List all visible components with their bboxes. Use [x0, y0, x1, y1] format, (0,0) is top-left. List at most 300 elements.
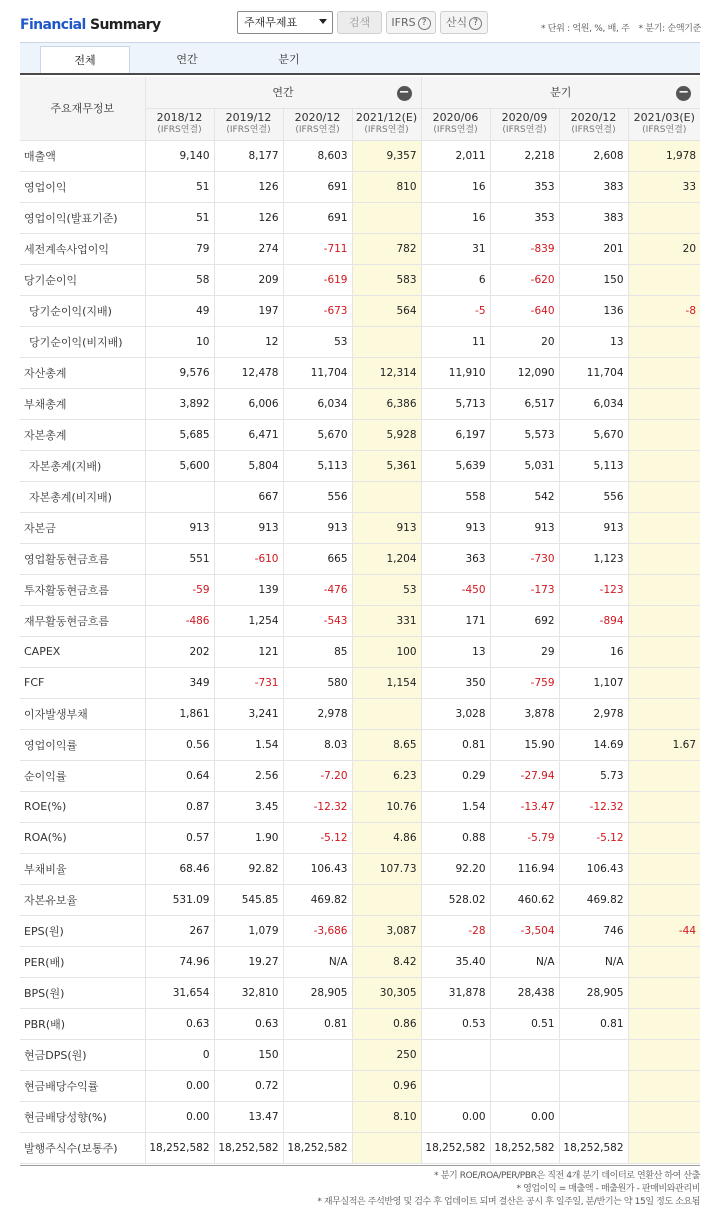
row-label: ROE(%) — [20, 791, 145, 822]
row-label: 세전계속사업이익 — [20, 233, 145, 264]
table-cell — [628, 667, 700, 698]
table-cell — [490, 1039, 559, 1070]
table-cell: 107.73 — [352, 853, 421, 884]
table-cell: 3,028 — [421, 698, 490, 729]
title-financial: Financial — [20, 17, 86, 33]
table-body — [20, 140, 700, 1163]
table-cell: 14.69 — [559, 729, 628, 760]
table-cell: 5,928 — [352, 419, 421, 450]
row-label: 당기순이익(지배) — [20, 295, 145, 326]
table-cell — [352, 481, 421, 512]
table-cell: 2,978 — [559, 698, 628, 729]
table-cell: 9,576 — [145, 357, 214, 388]
table-cell: -13.47 — [490, 791, 559, 822]
table-cell: 16 — [559, 636, 628, 667]
table-cell: 19.27 — [214, 946, 283, 977]
table-cell: 58 — [145, 264, 214, 295]
table-cell: 1.90 — [214, 822, 283, 853]
table-cell: 580 — [283, 667, 352, 698]
table-cell — [628, 1132, 700, 1163]
table-cell — [628, 853, 700, 884]
table-cell: 542 — [490, 481, 559, 512]
table-cell — [628, 698, 700, 729]
table-row — [20, 1070, 700, 1101]
table-cell: 667 — [214, 481, 283, 512]
column-period: 2020/09 — [501, 111, 548, 124]
table-cell: -476 — [283, 574, 352, 605]
table-cell — [628, 1101, 700, 1132]
table-cell: -5.79 — [490, 822, 559, 853]
table-cell: 6,034 — [283, 388, 352, 419]
table-cell: -759 — [490, 667, 559, 698]
table-cell: 10 — [145, 326, 214, 357]
table-row — [20, 667, 700, 698]
table-row — [20, 636, 700, 667]
table-cell — [421, 1070, 490, 1101]
table-cell: 3,241 — [214, 698, 283, 729]
column-basis: (IFRS연결) — [157, 125, 202, 135]
table-cell: 913 — [283, 512, 352, 543]
table-cell: 18,252,582 — [490, 1132, 559, 1163]
table-cell — [628, 605, 700, 636]
table-cell — [352, 698, 421, 729]
table-cell: 33 — [628, 171, 700, 202]
table-cell: -610 — [214, 543, 283, 574]
column-basis: (IFRS연결) — [364, 125, 409, 135]
table-cell: N/A — [490, 946, 559, 977]
table-cell — [628, 1008, 700, 1039]
table-cell: 1,079 — [214, 915, 283, 946]
table-cell: 8,603 — [283, 140, 352, 171]
table-cell: -894 — [559, 605, 628, 636]
table-cell: 11,910 — [421, 357, 490, 388]
row-label: 당기순이익 — [20, 264, 145, 295]
table-cell: 0.88 — [421, 822, 490, 853]
row-label: 매출액 — [20, 140, 145, 171]
chevron-down-icon — [319, 19, 327, 24]
table-cell: -450 — [421, 574, 490, 605]
table-cell: -711 — [283, 233, 352, 264]
table-cell: -640 — [490, 295, 559, 326]
column-header — [628, 108, 700, 140]
table-cell: 556 — [559, 481, 628, 512]
table-cell: 9,140 — [145, 140, 214, 171]
table-cell: -619 — [283, 264, 352, 295]
table-row — [20, 512, 700, 543]
table-cell: 0.29 — [421, 760, 490, 791]
column-period: 2019/12 — [225, 111, 272, 124]
column-header — [283, 108, 352, 140]
table-row — [20, 574, 700, 605]
table-cell: 31,654 — [145, 977, 214, 1008]
table-cell: 2,011 — [421, 140, 490, 171]
table-cell: 18,252,582 — [283, 1132, 352, 1163]
page-title — [20, 17, 160, 33]
table-cell: 150 — [559, 264, 628, 295]
row-label: 영업이익률 — [20, 729, 145, 760]
table-cell: 1,154 — [352, 667, 421, 698]
table-row — [20, 698, 700, 729]
tab-divider — [20, 73, 700, 75]
table-cell — [628, 946, 700, 977]
table-cell: 0.51 — [490, 1008, 559, 1039]
collapse-quarter-icon[interactable]: − — [676, 86, 691, 101]
tab-quarter[interactable]: 분기 — [278, 53, 300, 66]
table-cell: 116.94 — [490, 853, 559, 884]
table-cell — [628, 450, 700, 481]
table-cell — [628, 543, 700, 574]
table-cell: 558 — [421, 481, 490, 512]
table-cell: 5,639 — [421, 450, 490, 481]
row-label: BPS(원) — [20, 977, 145, 1008]
column-period: 2020/06 — [432, 111, 479, 124]
table-cell: -27.94 — [490, 760, 559, 791]
table-cell: 18,252,582 — [214, 1132, 283, 1163]
row-label: CAPEX — [20, 636, 145, 667]
table-cell: -44 — [628, 915, 700, 946]
table-row — [20, 729, 700, 760]
row-label: 부채비율 — [20, 853, 145, 884]
formula-label: 산식 — [445, 16, 468, 29]
table-cell: 28,438 — [490, 977, 559, 1008]
table-cell: 2,978 — [283, 698, 352, 729]
table-cell — [628, 419, 700, 450]
table-cell — [490, 1070, 559, 1101]
table-cell: 350 — [421, 667, 490, 698]
table-row — [20, 264, 700, 295]
table-cell: 12,314 — [352, 357, 421, 388]
column-basis: (IFRS연결) — [226, 125, 271, 135]
row-label: 영업활동현금흐름 — [20, 543, 145, 574]
page-header — [0, 0, 713, 42]
table-cell: 106.43 — [559, 853, 628, 884]
row-label: 자본총계 — [20, 419, 145, 450]
table-cell: -3,504 — [490, 915, 559, 946]
column-header — [214, 108, 283, 140]
table-cell: 0.64 — [145, 760, 214, 791]
table-cell: 136 — [559, 295, 628, 326]
table-cell — [559, 1039, 628, 1070]
table-cell: 85 — [283, 636, 352, 667]
table-cell: 28,905 — [559, 977, 628, 1008]
table-cell: 1.54 — [421, 791, 490, 822]
table-cell: 13 — [559, 326, 628, 357]
table-row — [20, 326, 700, 357]
table-cell: 5,685 — [145, 419, 214, 450]
table-cell: 29 — [490, 636, 559, 667]
group-annual-header — [145, 77, 421, 108]
table-cell: 6 — [421, 264, 490, 295]
row-label: 영업이익 — [20, 171, 145, 202]
table-cell: 18,252,582 — [145, 1132, 214, 1163]
table-cell: 0.87 — [145, 791, 214, 822]
column-header — [490, 108, 559, 140]
table-row — [20, 791, 700, 822]
table-cell — [628, 264, 700, 295]
table-row — [20, 946, 700, 977]
table-cell: 5,713 — [421, 388, 490, 419]
table-cell — [283, 1101, 352, 1132]
column-basis: (IFRS연결) — [433, 125, 478, 135]
table-cell: 0.00 — [421, 1101, 490, 1132]
column-period: 2021/03(E) — [633, 111, 695, 124]
table-bottom-border — [20, 1165, 700, 1166]
title-summary: Summary — [85, 17, 161, 33]
table-cell: 11,704 — [283, 357, 352, 388]
table-cell: 201 — [559, 233, 628, 264]
table-cell — [628, 760, 700, 791]
table-cell: 1,204 — [352, 543, 421, 574]
table-cell: 4.86 — [352, 822, 421, 853]
table-row — [20, 543, 700, 574]
table-cell: 12,478 — [214, 357, 283, 388]
row-label: FCF — [20, 667, 145, 698]
table-cell: -59 — [145, 574, 214, 605]
table-cell: -5.12 — [283, 822, 352, 853]
table-cell: 0.57 — [145, 822, 214, 853]
table-cell — [559, 1070, 628, 1101]
table-cell: 106.43 — [283, 853, 352, 884]
table-cell: 12,090 — [490, 357, 559, 388]
formula-help-button[interactable] — [440, 11, 488, 34]
table-cell: 5,031 — [490, 450, 559, 481]
table-cell: 0 — [145, 1039, 214, 1070]
row-label: ROA(%) — [20, 822, 145, 853]
group-quarter-label: 분기 — [550, 86, 572, 100]
table-row — [20, 202, 700, 233]
table-cell: 18,252,582 — [421, 1132, 490, 1163]
period-tabs — [20, 42, 700, 73]
column-header — [145, 108, 214, 140]
table-cell: 810 — [352, 171, 421, 202]
table-cell: 363 — [421, 543, 490, 574]
table-cell: 31,878 — [421, 977, 490, 1008]
group-quarter-header — [421, 77, 700, 108]
table-cell: 16 — [421, 171, 490, 202]
table-row — [20, 1008, 700, 1039]
group-annual-label: 연간 — [272, 86, 294, 100]
tab-annual[interactable]: 연간 — [176, 53, 198, 66]
table-cell: 5,670 — [283, 419, 352, 450]
table-cell: 8.65 — [352, 729, 421, 760]
table-row — [20, 853, 700, 884]
table-cell: 5,804 — [214, 450, 283, 481]
table-cell: 0.81 — [421, 729, 490, 760]
table-row — [20, 1132, 700, 1163]
row-label: 자본유보율 — [20, 884, 145, 915]
table-cell: 6.23 — [352, 760, 421, 791]
table-cell: 3.45 — [214, 791, 283, 822]
table-cell: -543 — [283, 605, 352, 636]
table-cell: 11,704 — [559, 357, 628, 388]
table-cell: 0.72 — [214, 1070, 283, 1101]
table-cell: 8,177 — [214, 140, 283, 171]
table-cell: 1,123 — [559, 543, 628, 574]
table-cell: 0.63 — [214, 1008, 283, 1039]
table-cell: 8.03 — [283, 729, 352, 760]
collapse-annual-icon[interactable]: − — [397, 86, 412, 101]
table-row — [20, 605, 700, 636]
row-label: 발행주식수(보통주) — [20, 1132, 145, 1163]
help-icon: ? — [469, 17, 482, 30]
table-cell: 51 — [145, 202, 214, 233]
row-header: 주요재무정보 — [20, 77, 145, 140]
table-row — [20, 1039, 700, 1070]
table-cell: 2,218 — [490, 140, 559, 171]
table-cell: 8.10 — [352, 1101, 421, 1132]
table-cell — [352, 1132, 421, 1163]
table-cell: 0.63 — [145, 1008, 214, 1039]
table-cell: 0.00 — [490, 1101, 559, 1132]
table-cell: 6,034 — [559, 388, 628, 419]
row-label: EPS(원) — [20, 915, 145, 946]
row-label: 이자발생부채 — [20, 698, 145, 729]
row-label: PBR(배) — [20, 1008, 145, 1039]
tab-all[interactable]: 전체 — [40, 46, 130, 73]
column-basis: (IFRS연결) — [295, 125, 340, 135]
table-cell: 30,305 — [352, 977, 421, 1008]
table-cell: 16 — [421, 202, 490, 233]
table-cell — [628, 326, 700, 357]
table-cell: 53 — [352, 574, 421, 605]
table-cell: 331 — [352, 605, 421, 636]
table-cell: 92.82 — [214, 853, 283, 884]
row-label: 자본총계(비지배) — [20, 481, 145, 512]
unit-note: * 단위 : 억원, %, 배, 주 — [540, 24, 630, 34]
row-label: PER(배) — [20, 946, 145, 977]
table-cell: 121 — [214, 636, 283, 667]
table-cell: 18,252,582 — [559, 1132, 628, 1163]
table-cell: 2.56 — [214, 760, 283, 791]
footnotes — [317, 1170, 700, 1209]
table-cell — [628, 388, 700, 419]
table-cell — [628, 1039, 700, 1070]
table-cell: 353 — [490, 171, 559, 202]
ifrs-help-button[interactable] — [386, 11, 436, 34]
column-period: 2021/12(E) — [355, 111, 418, 124]
table-cell: 150 — [214, 1039, 283, 1070]
table-cell: 349 — [145, 667, 214, 698]
table-cell: 68.46 — [145, 853, 214, 884]
table-cell: 913 — [145, 512, 214, 543]
table-cell: 0.81 — [559, 1008, 628, 1039]
column-basis: (IFRS연결) — [642, 125, 687, 135]
table-cell: 1,254 — [214, 605, 283, 636]
row-label: 재무활동현금흐름 — [20, 605, 145, 636]
table-cell: 913 — [214, 512, 283, 543]
table-cell: 250 — [352, 1039, 421, 1070]
table-cell — [628, 202, 700, 233]
table-cell: 11 — [421, 326, 490, 357]
table-cell — [628, 822, 700, 853]
table-cell: 0.00 — [145, 1070, 214, 1101]
search-button[interactable]: 검색 — [337, 11, 382, 34]
table-cell: 12 — [214, 326, 283, 357]
table-cell: 5,670 — [559, 419, 628, 450]
table-cell: 3,087 — [352, 915, 421, 946]
row-label: 부채총계 — [20, 388, 145, 419]
table-row — [20, 1101, 700, 1132]
table-cell: 202 — [145, 636, 214, 667]
table-cell: -673 — [283, 295, 352, 326]
table-cell: 564 — [352, 295, 421, 326]
table-cell — [628, 791, 700, 822]
table-cell — [628, 357, 700, 388]
row-label: 투자활동현금흐름 — [20, 574, 145, 605]
table-cell: -12.32 — [559, 791, 628, 822]
table-cell: 353 — [490, 202, 559, 233]
ifrs-label: IFRS — [391, 16, 416, 29]
statement-type-select[interactable] — [237, 11, 333, 34]
table-cell — [628, 481, 700, 512]
table-cell — [283, 1039, 352, 1070]
table-cell: 5,361 — [352, 450, 421, 481]
table-cell: 469.82 — [283, 884, 352, 915]
table-cell: 171 — [421, 605, 490, 636]
table-cell — [283, 1070, 352, 1101]
row-label: 순이익률 — [20, 760, 145, 791]
table-row — [20, 977, 700, 1008]
footnote-ratio: * 분기 ROE/ROA/PER/PBR은 직전 4개 분기 데이터로 연환산 하여 산출 — [434, 1171, 700, 1181]
table-row — [20, 481, 700, 512]
table-cell: -5 — [421, 295, 490, 326]
table-cell: 3,878 — [490, 698, 559, 729]
table-cell: 20 — [628, 233, 700, 264]
table-row — [20, 295, 700, 326]
table-cell — [559, 1101, 628, 1132]
table-cell: 28,905 — [283, 977, 352, 1008]
table-cell: 469.82 — [559, 884, 628, 915]
row-label: 현금DPS(원) — [20, 1039, 145, 1070]
table-cell — [628, 512, 700, 543]
table-cell: 545.85 — [214, 884, 283, 915]
table-cell: 6,006 — [214, 388, 283, 419]
table-cell: 6,197 — [421, 419, 490, 450]
table-cell: 5.73 — [559, 760, 628, 791]
table-cell: 0.96 — [352, 1070, 421, 1101]
table-cell: -123 — [559, 574, 628, 605]
table-cell: 692 — [490, 605, 559, 636]
table-cell — [628, 636, 700, 667]
table-cell: -3,686 — [283, 915, 352, 946]
financial-summary-table — [20, 77, 700, 1164]
table-cell: 531.09 — [145, 884, 214, 915]
footnote-operating: * 영업이익 = 매출액 - 매출원가 - 판매비와관리비 — [516, 1184, 700, 1194]
table-cell: 209 — [214, 264, 283, 295]
table-cell: 746 — [559, 915, 628, 946]
table-cell: 5,600 — [145, 450, 214, 481]
table-cell: 1.54 — [214, 729, 283, 760]
row-label: 영업이익(발표기준) — [20, 202, 145, 233]
unit-notes — [532, 21, 701, 34]
table-cell: 35.40 — [421, 946, 490, 977]
table-cell: 913 — [421, 512, 490, 543]
table-cell: 913 — [490, 512, 559, 543]
table-cell: 53 — [283, 326, 352, 357]
table-cell: 32,810 — [214, 977, 283, 1008]
table-row — [20, 915, 700, 946]
table-cell: -620 — [490, 264, 559, 295]
table-row — [20, 388, 700, 419]
table-row — [20, 419, 700, 450]
table-cell — [628, 884, 700, 915]
table-cell: N/A — [283, 946, 352, 977]
footnote-update: * 재무실적은 주석반영 및 검수 후 업데이트 되며 결산은 공시 후 일주일, 분/반기는 약 15일 정도 소요됨 — [317, 1197, 700, 1207]
table-cell: -5.12 — [559, 822, 628, 853]
table-row — [20, 140, 700, 171]
table-cell: 197 — [214, 295, 283, 326]
row-label: 자본총계(지배) — [20, 450, 145, 481]
